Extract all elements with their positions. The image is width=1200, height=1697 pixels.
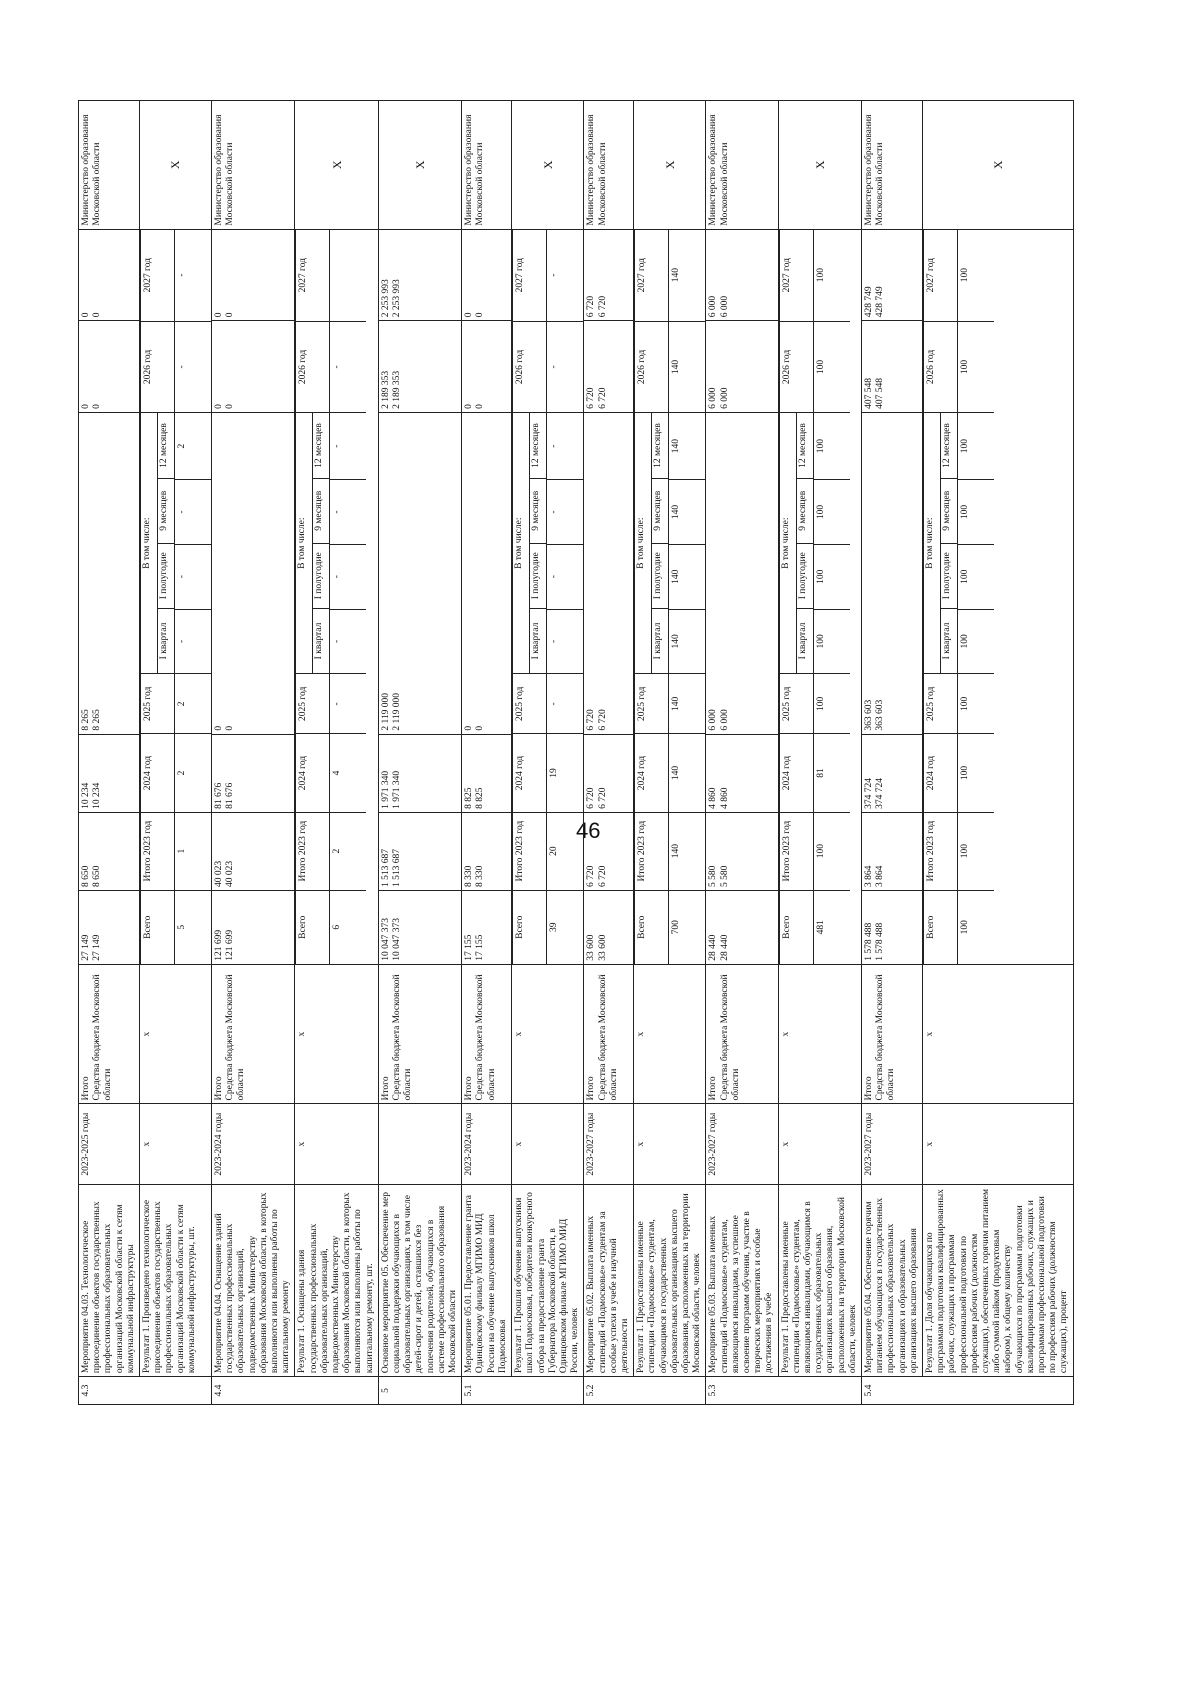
- amount-2023: 1 513 687 1 513 687: [378, 812, 461, 890]
- result-period: х: [923, 1104, 1074, 1184]
- program-table: [78, 100, 1074, 1405]
- amount-2025: 6 720 6 720: [584, 412, 634, 734]
- result-y2026: 140: [669, 321, 706, 412]
- hdr-2027: 2027 год: [141, 230, 175, 322]
- result-period: х: [512, 1104, 584, 1184]
- amount-2027: 0 0: [79, 229, 140, 321]
- row-activity: [462, 101, 512, 1405]
- hdr-m12: 12 месяцев: [941, 413, 958, 478]
- result-y2026: -: [330, 321, 367, 412]
- amount-2023: 5 580 5 580: [706, 812, 778, 890]
- result-name: Результат 1. Предоставлены именные стипендии «Подмосковье» студентам, являющимся инвалидами, обучающимся в государственных образовательных организациях высшего образования, расположенных на территории Московской области, человек: [778, 1184, 861, 1376]
- amount-2026: 0 0: [212, 321, 295, 413]
- hdr-2026: 2026 год: [513, 321, 547, 412]
- hdr-2024: 2024 год: [141, 734, 175, 812]
- total-amount: 121 699 121 699: [212, 891, 295, 965]
- row-activity: [212, 101, 295, 1405]
- hdr-q1: I квартал: [796, 608, 813, 673]
- rotated-table-container: [78, 100, 1070, 1405]
- funding-source: Итого Средства бюджета Московской области: [706, 964, 778, 1104]
- amount-2024: 81 676 81 676: [212, 734, 295, 812]
- result-grid-header: [779, 230, 813, 964]
- result-grid: [295, 230, 366, 964]
- hdr-m12: 12 месяцев: [530, 413, 547, 478]
- amount-2026: 407 548 407 548: [861, 321, 922, 413]
- row-activity: [378, 101, 461, 1405]
- hdr-incl-group: [141, 413, 175, 674]
- total-amount: 10 047 373 10 047 373: [378, 891, 461, 965]
- responsible: Министерство образования Московской области: [861, 101, 922, 230]
- amount-2027: 0 0: [212, 229, 295, 321]
- hdr-incl: В том числе:: [635, 413, 652, 673]
- hdr-2026: 2026 год: [296, 321, 330, 412]
- result-y2024: 4: [330, 734, 367, 812]
- hdr-incl-table: [513, 413, 546, 673]
- result-grid-header: [924, 230, 958, 964]
- activity-name: Основное мероприятие 05. Обеспечение мер социальной поддержки обучающихся в образовательных организациях, в том числе детей-сирот и детей, оставшихся без попечения родителей, обучающихся в системе профессионального образования Московской области: [378, 1184, 461, 1376]
- hdr-m12: 12 месяцев: [313, 413, 330, 478]
- result-y2027: 100: [958, 230, 995, 322]
- hdr-incl: В том числе:: [513, 413, 530, 673]
- row-activity: [584, 101, 634, 1405]
- total-amount: 17 155 17 155: [462, 891, 512, 965]
- result-y2023: 100: [958, 812, 995, 890]
- result-y2023: 140: [669, 812, 706, 890]
- amount-2024: 4 860 4 860: [706, 734, 778, 812]
- hdr-h1: I полугодие: [313, 543, 330, 608]
- amount-2023: 8 330 8 330: [462, 812, 512, 890]
- hdr-2026: 2026 год: [779, 321, 813, 412]
- result-responsible: Х: [778, 101, 861, 230]
- hdr-total: Всего: [296, 890, 330, 964]
- result-grid-header: [296, 230, 330, 964]
- hdr-incl: В том числе:: [141, 413, 158, 673]
- hdr-2024: 2024 год: [513, 734, 547, 812]
- row-result: [295, 101, 378, 1405]
- hdr-incl: В том числе:: [780, 413, 797, 673]
- result-responsible: Х: [140, 101, 212, 230]
- hdr-2025: 2025 год: [779, 674, 813, 734]
- hdr-2027: 2027 год: [924, 230, 958, 322]
- hdr-incl: В том числе:: [296, 413, 313, 673]
- hdr-incl-group: [513, 413, 547, 674]
- result-source: х: [634, 964, 706, 1104]
- result-m12: 140: [669, 413, 706, 480]
- result-y2023: 2: [330, 812, 367, 890]
- result-source: х: [923, 964, 1074, 1104]
- hdr-h1: I полугодие: [941, 543, 958, 608]
- hdr-q1: I квартал: [313, 608, 330, 673]
- hdr-incl-table: [635, 413, 668, 673]
- amount-2023: 6 720 6 720: [584, 812, 634, 890]
- result-q1: -: [547, 609, 584, 674]
- result-grid: [923, 230, 994, 964]
- result-h1: -: [175, 544, 212, 609]
- row-number: 5: [378, 1377, 461, 1405]
- result-h1: -: [547, 544, 584, 609]
- hdr-2025: 2025 год: [141, 674, 175, 734]
- result-y2027: [330, 230, 367, 322]
- result-source: х: [140, 964, 212, 1104]
- hdr-m12: 12 месяцев: [652, 413, 669, 478]
- result-q1: -: [330, 609, 367, 674]
- amount-2025: 2 119 000 2 119 000: [378, 412, 461, 734]
- period-cell: 2023-2027 годы: [584, 1104, 634, 1184]
- result-grid-header: [513, 230, 547, 964]
- period-cell: 2023-2024 годы: [462, 1104, 512, 1184]
- result-h1: 100: [958, 544, 995, 609]
- total-amount: 27 149 27 149: [79, 891, 140, 965]
- period-cell: 2023-2024 годы: [212, 1104, 295, 1184]
- result-grid-values: [175, 230, 212, 964]
- amount-2025: 8 265 8 265: [79, 412, 140, 734]
- row-activity: [79, 101, 140, 1405]
- amount-2024: 374 724 374 724: [861, 734, 922, 812]
- result-responsible: Х: [295, 101, 378, 230]
- amount-2026: 0 0: [462, 321, 512, 413]
- result-h1: 100: [813, 544, 850, 609]
- result-y2026: -: [547, 321, 584, 412]
- hdr-2024: 2024 год: [924, 734, 958, 812]
- result-y2027: 100: [813, 230, 850, 322]
- result-m12: 2: [175, 413, 212, 480]
- result-m12: -: [547, 413, 584, 480]
- result-source: х: [512, 964, 584, 1104]
- hdr-h1: I полугодие: [652, 543, 669, 608]
- result-total: 481: [813, 890, 850, 964]
- amount-2025: 6 000 6 000: [706, 412, 778, 734]
- hdr-h1: I полугодие: [530, 543, 547, 608]
- funding-source: Итого Средства бюджета Московской области: [212, 964, 295, 1104]
- result-y2024: 140: [669, 734, 706, 812]
- hdr-h1: I полугодие: [158, 543, 175, 608]
- hdr-incl-table: [141, 413, 174, 673]
- amount-2024: 1 971 340 1 971 340: [378, 734, 461, 812]
- result-m9: -: [547, 480, 584, 545]
- hdr-total: Всего: [141, 890, 175, 964]
- responsible: Министерство образования Московской области: [79, 101, 140, 230]
- result-values-grid: [140, 229, 212, 964]
- result-period: х: [140, 1104, 212, 1184]
- result-q1: 100: [813, 609, 850, 674]
- result-y2025: 2: [175, 674, 212, 734]
- hdr-m9: 9 месяцев: [796, 478, 813, 543]
- result-y2023: 100: [813, 812, 850, 890]
- result-y2023: 1: [175, 812, 212, 890]
- hdr-2024: 2024 год: [296, 734, 330, 812]
- amount-2026: 2 189 353 2 189 353: [378, 321, 461, 413]
- funding-source: Итого Средства бюджета Московской области: [462, 964, 512, 1104]
- result-y2026: -: [175, 321, 212, 412]
- result-grid-values: [547, 230, 584, 964]
- amount-2024: 10 234 10 234: [79, 734, 140, 812]
- amount-2023: 8 650 8 650: [79, 812, 140, 890]
- amount-2025: 0 0: [462, 412, 512, 734]
- result-y2025: -: [547, 674, 584, 734]
- hdr-incl-table: [924, 413, 957, 673]
- row-result: [140, 101, 212, 1405]
- result-q1: -: [175, 609, 212, 674]
- result-y2026: 100: [813, 321, 850, 412]
- row-result: [778, 101, 861, 1405]
- hdr-2023: Итого 2023 год: [924, 812, 958, 890]
- row-number: 5.4: [861, 1377, 1073, 1405]
- result-total: 39: [547, 890, 584, 964]
- result-name: Результат 1. Оснащены здания государственных профессиональных образовательных организаций, подведомственных Министерству образования Московской области, в которых выполняются или выполнены работы по капитальному ремонту, шт.: [295, 1184, 378, 1376]
- hdr-incl-table: [780, 413, 813, 673]
- result-values-grid: [295, 229, 378, 964]
- result-m12: -: [330, 413, 367, 480]
- hdr-q1: I квартал: [158, 608, 175, 673]
- result-y2026: 100: [958, 321, 995, 412]
- amount-2024: 6 720 6 720: [584, 734, 634, 812]
- result-period: х: [778, 1104, 861, 1184]
- result-source: х: [778, 964, 861, 1104]
- hdr-incl-table: [296, 413, 329, 673]
- hdr-incl-group: [924, 413, 958, 674]
- row-number: 5.1: [462, 1377, 584, 1405]
- activity-name: Мероприятие 05.02. Выплата именных стипендий «Подмосковье» студентам за особые успехи в учебе и научной деятельности: [584, 1184, 634, 1376]
- hdr-2027: 2027 год: [779, 230, 813, 322]
- hdr-total: Всего: [513, 890, 547, 964]
- row-number: 5.2: [584, 1377, 706, 1405]
- period-cell: 2023-2027 годы: [706, 1104, 778, 1184]
- result-responsible: Х: [512, 101, 584, 230]
- hdr-2025: 2025 год: [635, 674, 669, 734]
- result-y2024: 100: [958, 734, 995, 812]
- hdr-2027: 2027 год: [296, 230, 330, 322]
- responsible: Министерство образования Московской области: [462, 101, 512, 230]
- funding-source: Итого Средства бюджета Московской области: [584, 964, 634, 1104]
- result-y2024: 19: [547, 734, 584, 812]
- responsible: Министерство образования Московской области: [212, 101, 295, 230]
- result-name: Результат 1. Предоставлены именные стипендии «Подмосковье» студентам, обучающимся в государственных образовательных организациях высшего образования, расположенных на территории Московской области, человек: [634, 1184, 706, 1376]
- hdr-2025: 2025 год: [296, 674, 330, 734]
- period-cell: 2023-2025 годы: [79, 1104, 140, 1184]
- activity-name: Мероприятие 05.03. Выплата именных стипендий «Подмосковье» студентам, являющимся инвалидами, за успешное освоение программ обучения, участие в творческих мероприятиях и особые достижения в учебе: [706, 1184, 778, 1376]
- result-grid-values: [813, 230, 850, 964]
- funding-source: Итого Средства бюджета Московской области: [861, 964, 922, 1104]
- result-q1: 100: [958, 609, 995, 674]
- result-total: 5: [175, 890, 212, 964]
- row-number: 4.3: [79, 1377, 212, 1405]
- hdr-incl: В том числе:: [924, 413, 941, 673]
- hdr-2027: 2027 год: [635, 230, 669, 322]
- row-activity: [861, 101, 922, 1405]
- hdr-m12: 12 месяцев: [796, 413, 813, 478]
- hdr-total: Всего: [924, 890, 958, 964]
- hdr-2025: 2025 год: [924, 674, 958, 734]
- funding-source: Итого Средства бюджета Московской области: [79, 964, 140, 1104]
- result-source: х: [295, 964, 378, 1104]
- responsible: Х: [378, 101, 461, 230]
- result-m12: 100: [813, 413, 850, 480]
- result-y2023: 20: [547, 812, 584, 890]
- result-m9: 140: [669, 480, 706, 545]
- result-total: 6: [330, 890, 367, 964]
- funding-source: Итого Средства бюджета Московской области: [378, 964, 461, 1104]
- hdr-m12: 12 месяцев: [158, 413, 175, 478]
- hdr-2026: 2026 год: [635, 321, 669, 412]
- result-name: Результат 1. Доля обучающихся по программам подготовки квалифицированных рабочих, служащих и программам профессиональной подготовки по профессиям рабочих (должностям служащих), обеспеченных горячим питанием либо суммой пайком (продуктовым набором), к общему количеству обучающихся по программам подготовки квалифицированных рабочих, служащих и программам профессиональной подготовки по профессиям рабочих (должностям служащих), процент: [923, 1184, 1074, 1376]
- result-grid-values: [958, 230, 995, 964]
- hdr-2024: 2024 год: [635, 734, 669, 812]
- hdr-incl-group: [779, 413, 813, 674]
- responsible: Министерство образования Московской области: [706, 101, 778, 230]
- hdr-m9: 9 месяцев: [313, 478, 330, 543]
- result-grid: [634, 230, 705, 964]
- result-y2027: -: [547, 230, 584, 322]
- result-total: 100: [958, 890, 995, 964]
- result-y2027: 140: [669, 230, 706, 322]
- hdr-m9: 9 месяцев: [652, 478, 669, 543]
- hdr-incl-group: [296, 413, 330, 674]
- result-responsible: Х: [634, 101, 706, 230]
- total-amount: 1 578 488 1 578 488: [861, 891, 922, 965]
- hdr-q1: I квартал: [941, 608, 958, 673]
- total-amount: 28 440 28 440: [706, 891, 778, 965]
- hdr-h1: I полугодие: [796, 543, 813, 608]
- result-m9: -: [330, 480, 367, 545]
- result-grid: [140, 230, 211, 964]
- amount-2026: 6 000 6 000: [706, 321, 778, 413]
- activity-name: Мероприятие 04.04. Оснащение зданий государственных профессиональных образовательных организаций, подведомственных Министерству образования Московской области, в которых выполняются или выполнены работы по капитальному ремонту: [212, 1184, 295, 1376]
- amount-2025: 363 603 363 603: [861, 412, 922, 734]
- period-cell: 2023-2027 годы: [861, 1104, 922, 1184]
- hdr-2026: 2026 год: [924, 321, 958, 412]
- amount-2027: 428 749 428 749: [861, 229, 922, 321]
- result-y2025: -: [330, 674, 367, 734]
- result-responsible: Х: [923, 101, 1074, 230]
- activity-name: Мероприятие 04.03. Технологическое присоединение объектов государственных профессиональных образовательных организаций Московской области к сетям коммунальной инфраструктуры: [79, 1184, 140, 1376]
- result-name: Результат 1. Прошли обучение выпускники школ Подмосковья, победители конкурсного отбора на предоставление гранта Губернатора Московской области, в Одинцовском филиале МГИМО МИД России, человек: [512, 1184, 584, 1376]
- hdr-2023: Итого 2023 год: [513, 812, 547, 890]
- result-values-grid: [923, 229, 1074, 964]
- result-period: х: [295, 1104, 378, 1184]
- result-q1: 140: [669, 609, 706, 674]
- result-m9: 100: [958, 480, 995, 545]
- result-y2025: 140: [669, 674, 706, 734]
- result-total: 700: [669, 890, 706, 964]
- result-values-grid: [634, 229, 706, 964]
- amount-2026: 6 720 6 720: [584, 321, 634, 413]
- amount-2027: 6 720 6 720: [584, 229, 634, 321]
- result-y2024: 81: [813, 734, 850, 812]
- result-h1: 140: [669, 544, 706, 609]
- row-result: [512, 101, 584, 1405]
- hdr-2023: Итого 2023 год: [635, 812, 669, 890]
- result-y2025: 100: [958, 674, 995, 734]
- result-grid-header: [141, 230, 175, 964]
- result-m9: -: [175, 480, 212, 545]
- amount-2023: 40 023 40 023: [212, 812, 295, 890]
- page-number: 46: [576, 818, 601, 843]
- hdr-2027: 2027 год: [513, 230, 547, 322]
- hdr-incl-group: [635, 413, 669, 674]
- amount-2026: 0 0: [79, 321, 140, 413]
- hdr-total: Всего: [779, 890, 813, 964]
- hdr-2023: Итого 2023 год: [779, 812, 813, 890]
- period-cell: [378, 1104, 461, 1184]
- result-y2025: 100: [813, 674, 850, 734]
- result-period: х: [634, 1104, 706, 1184]
- result-grid-values: [669, 230, 706, 964]
- result-m12: 100: [958, 413, 995, 480]
- result-m9: 100: [813, 480, 850, 545]
- amount-2027: 0 0: [462, 229, 512, 321]
- result-h1: -: [330, 544, 367, 609]
- result-values-grid: [778, 229, 861, 964]
- activity-name: Мероприятие 05.01. Предоставление гранта Одинцовскому филиалу МГИМО МИД России на обучение выпускников школ Подмосковья: [462, 1184, 512, 1376]
- activity-name: Мероприятие 05.04. Обеспечение горячим питанием обучающихся в государственных профессиональных образовательных организациях и образовательных организациях высшего образования: [861, 1184, 922, 1376]
- hdr-m9: 9 месяцев: [941, 478, 958, 543]
- hdr-2023: Итого 2023 год: [296, 812, 330, 890]
- amount-2025: 0 0: [212, 412, 295, 734]
- row-activity: [706, 101, 778, 1405]
- hdr-2023: Итого 2023 год: [141, 812, 175, 890]
- hdr-m9: 9 месяцев: [530, 478, 547, 543]
- result-y2024: 2: [175, 734, 212, 812]
- hdr-q1: I квартал: [652, 608, 669, 673]
- hdr-2026: 2026 год: [141, 321, 175, 412]
- amount-2024: 8 825 8 825: [462, 734, 512, 812]
- amount-2027: 6 000 6 000: [706, 229, 778, 321]
- result-values-grid: [512, 229, 584, 964]
- result-grid-header: [635, 230, 669, 964]
- amount-2023: 3 864 3 864: [861, 812, 922, 890]
- row-result: [634, 101, 706, 1405]
- row-result: [923, 101, 1074, 1405]
- result-y2027: -: [175, 230, 212, 322]
- result-grid-values: [330, 230, 367, 964]
- hdr-2025: 2025 год: [513, 674, 547, 734]
- amount-2027: 2 253 993 2 253 993: [378, 229, 461, 321]
- responsible: Министерство образования Московской области: [584, 101, 634, 230]
- result-name: Результат 1. Произведено технологическое присоединение объектов государственных профессиональных образовательных организаций Московской области к сетям коммунальной инфраструктуры, шт.: [140, 1184, 212, 1376]
- row-number: 5.3: [706, 1377, 862, 1405]
- row-number: 4.4: [212, 1377, 379, 1405]
- result-grid: [779, 230, 850, 964]
- hdr-2024: 2024 год: [779, 734, 813, 812]
- hdr-q1: I квартал: [530, 608, 547, 673]
- result-grid: [512, 230, 583, 964]
- hdr-total: Всего: [635, 890, 669, 964]
- total-amount: 33 600 33 600: [584, 891, 634, 965]
- hdr-m9: 9 месяцев: [158, 478, 175, 543]
